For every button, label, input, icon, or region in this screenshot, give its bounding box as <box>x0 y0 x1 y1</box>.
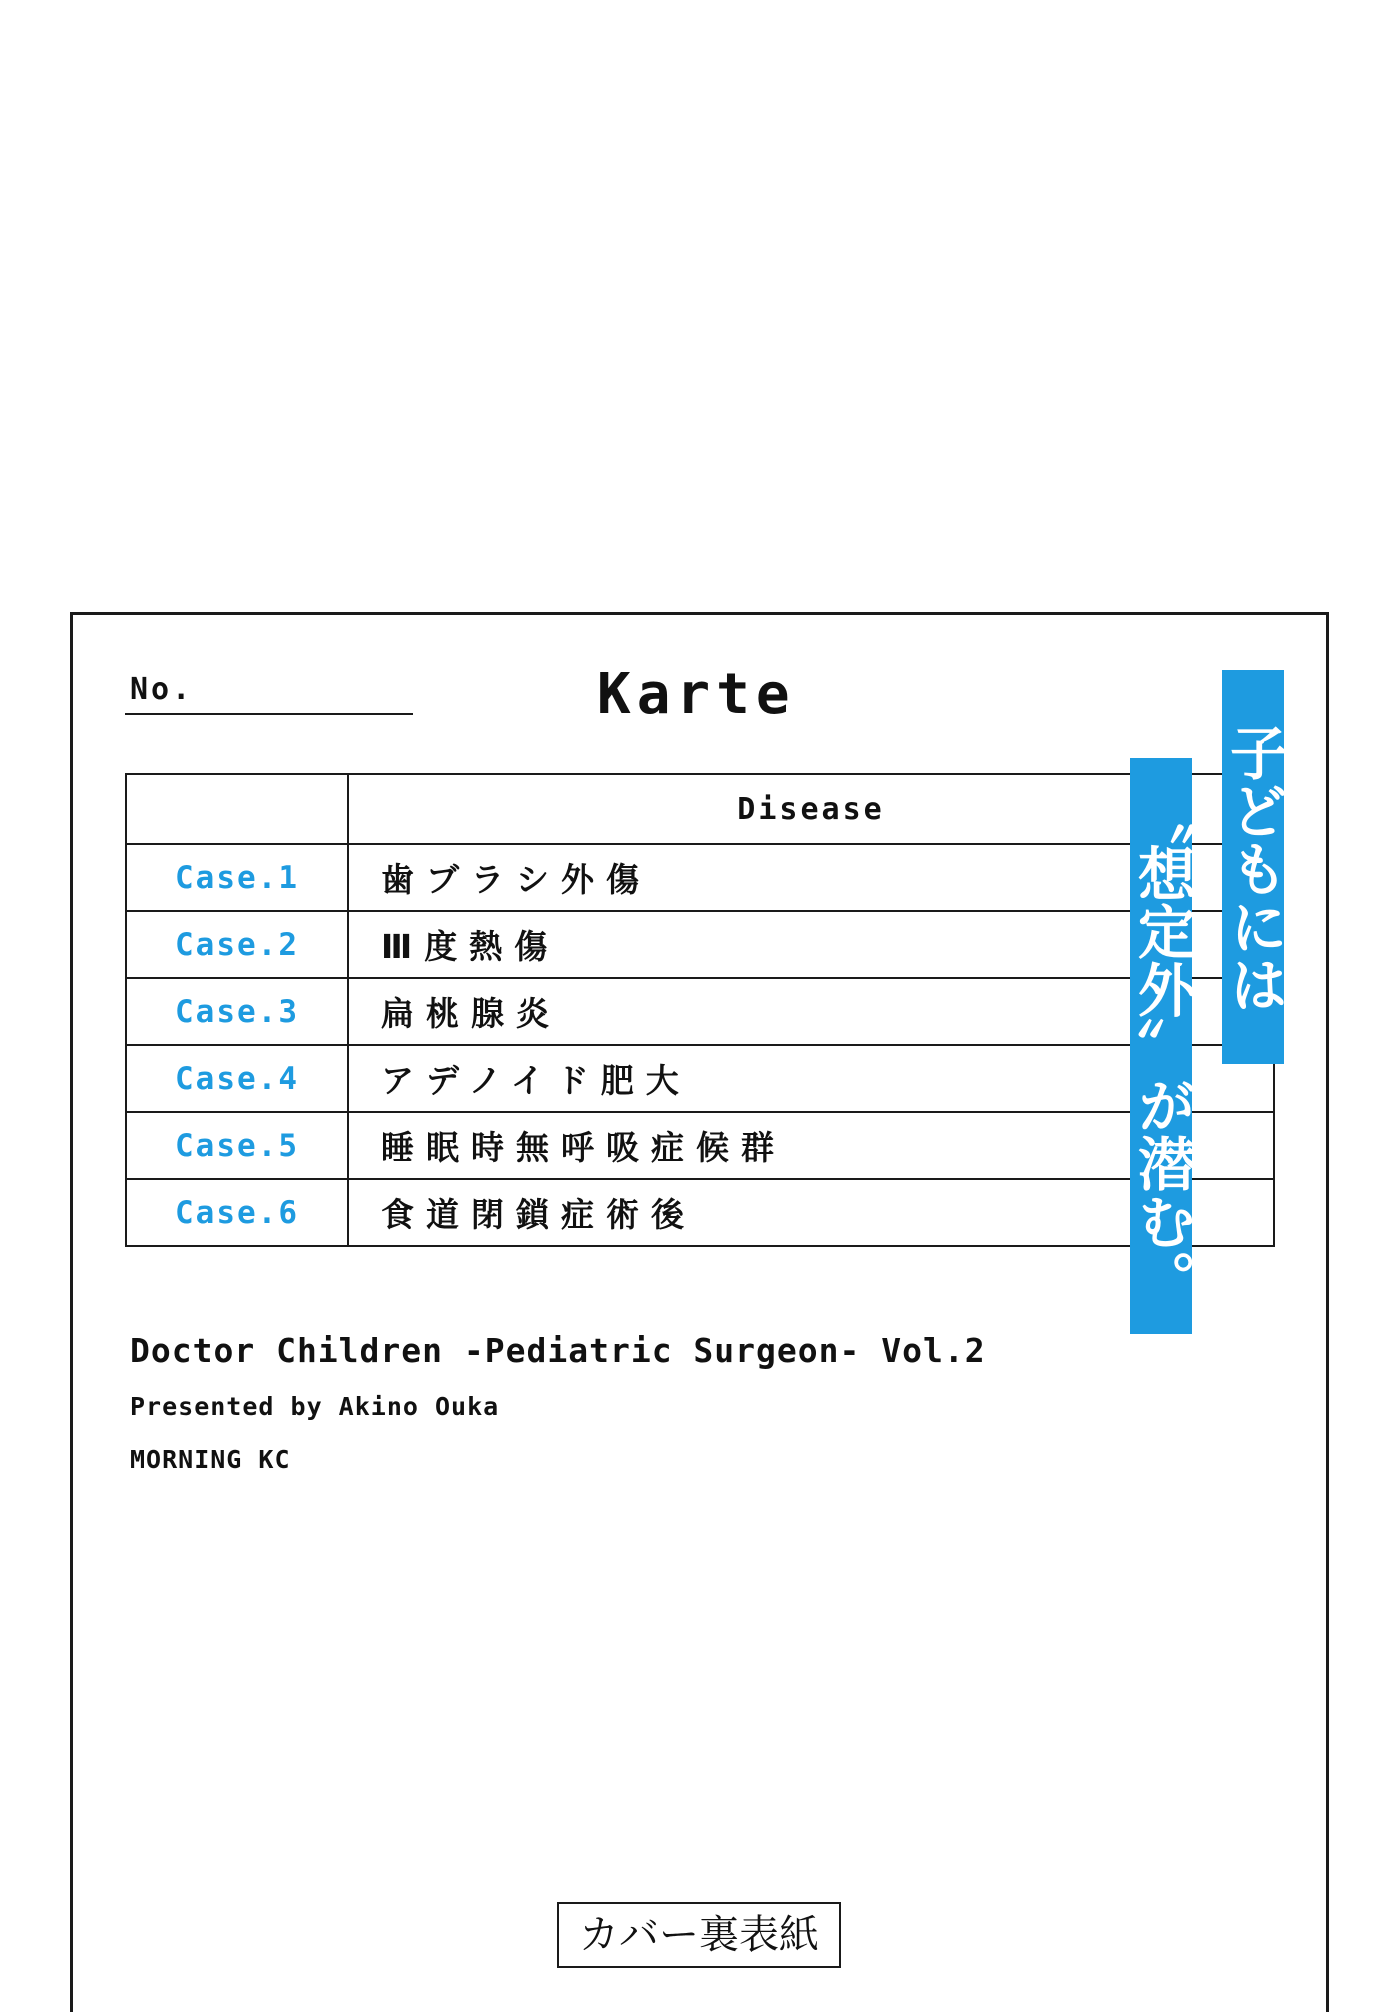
table-header-row <box>126 774 1274 844</box>
disease-name: Ⅲ度熱傷 <box>348 911 1274 978</box>
series-title: Doctor Children -Pediatric Surgeon- Vol.2 <box>130 1331 986 1370</box>
case-number: Case.6 <box>126 1179 348 1246</box>
disease-name: 食道閉鎖症術後 <box>348 1179 1274 1246</box>
tagline-line-2: 〝想定外〟が潜む。 <box>1130 758 1192 1334</box>
cover-back-label: カバー裏表紙 <box>557 1902 841 1968</box>
disease-name: 歯ブラシ外傷 <box>348 844 1274 911</box>
disease-name: アデノイド肥大 <box>348 1045 1274 1112</box>
case-number: Case.4 <box>126 1045 348 1112</box>
table-row <box>126 978 1274 1045</box>
table-row <box>126 844 1274 911</box>
author-credit: Presented by Akino Ouka <box>130 1392 500 1421</box>
disease-name: 扁桃腺炎 <box>348 978 1274 1045</box>
case-number: Case.2 <box>126 911 348 978</box>
disease-name: 睡眠時無呼吸症候群 <box>348 1112 1274 1179</box>
table-row <box>126 1112 1274 1179</box>
table-row <box>126 1179 1274 1246</box>
empty-header-cell <box>126 774 348 844</box>
case-number: Case.5 <box>126 1112 348 1179</box>
disease-header: Disease <box>348 774 1274 844</box>
number-underline <box>125 713 413 715</box>
tagline-line-1: 子どもには <box>1222 670 1284 1064</box>
karte-title: Karte <box>597 662 796 727</box>
case-number: Case.3 <box>126 978 348 1045</box>
table-row <box>126 1045 1274 1112</box>
number-label: No. <box>130 672 194 707</box>
disease-table <box>125 773 1275 1247</box>
case-number: Case.1 <box>126 844 348 911</box>
table-row <box>126 911 1274 978</box>
publisher-label: MORNING KC <box>130 1445 291 1474</box>
